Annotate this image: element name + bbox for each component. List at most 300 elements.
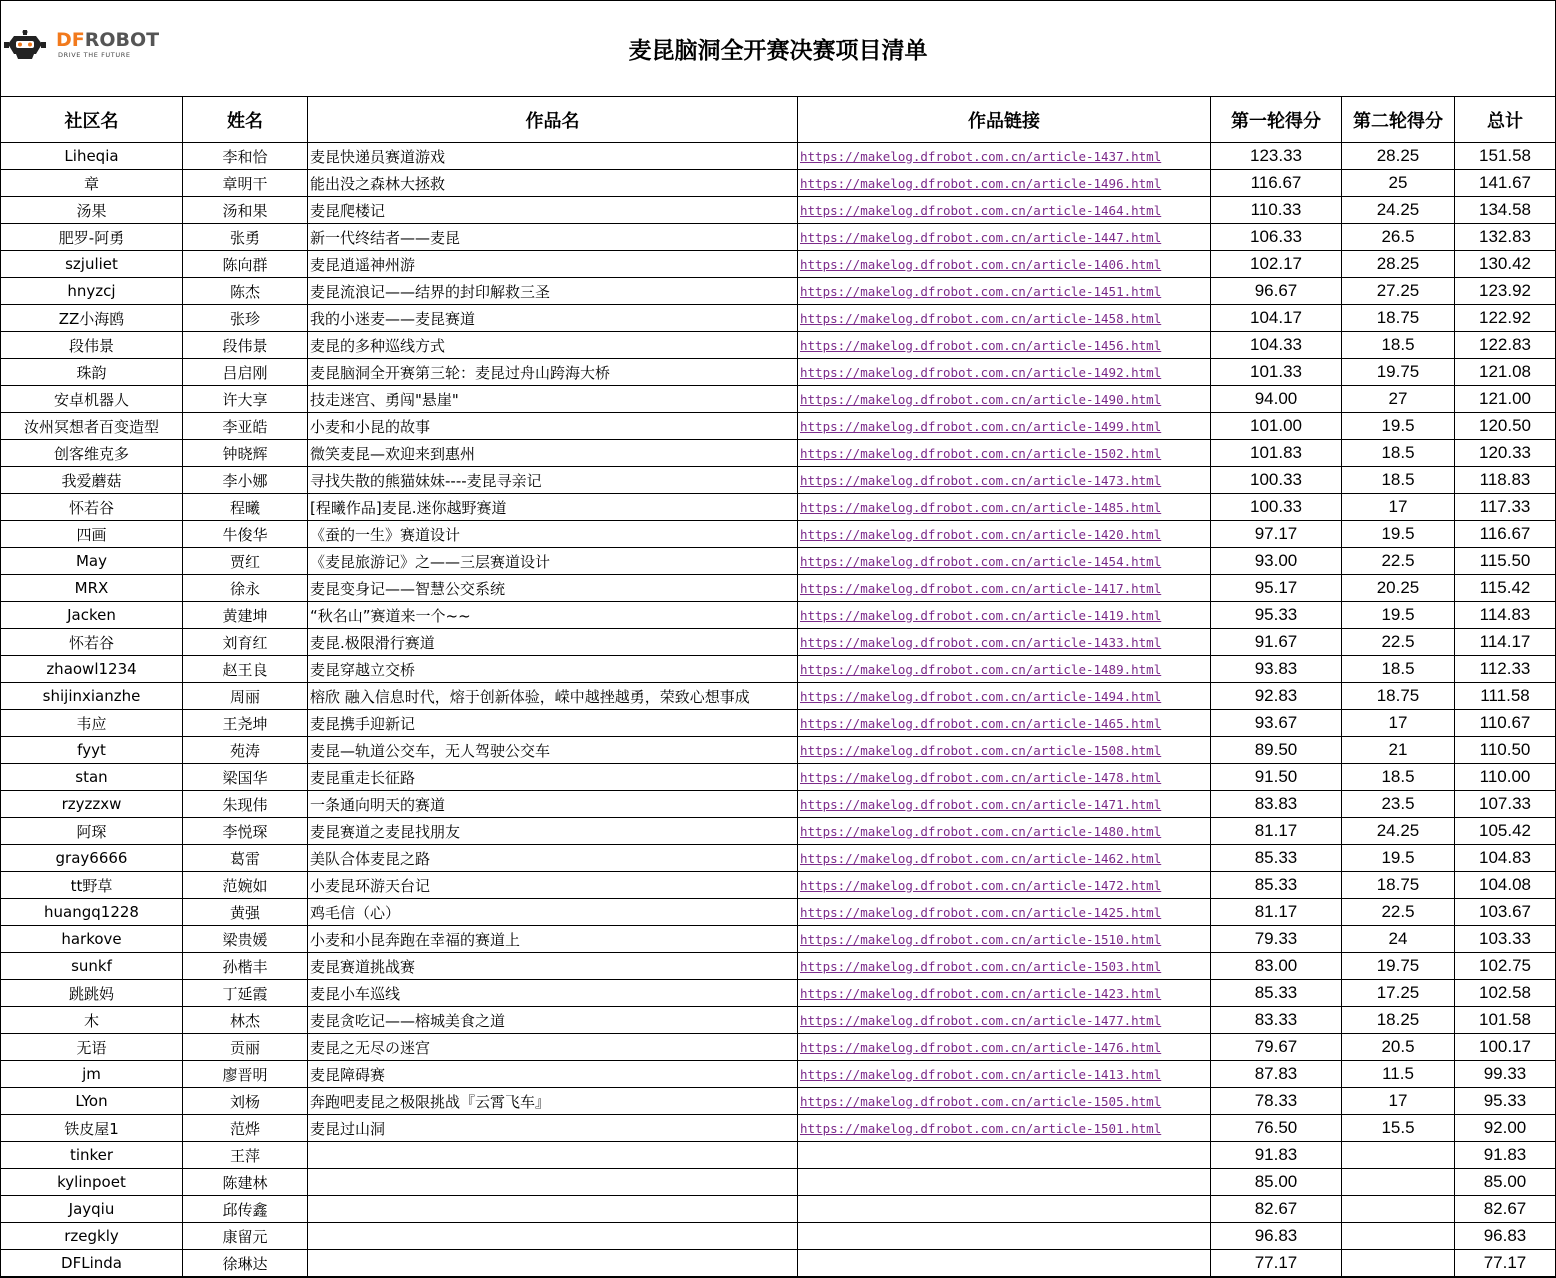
name-cell: 李悦琛 xyxy=(183,818,308,845)
total-score-cell: 104.08 xyxy=(1455,872,1556,899)
work-link[interactable]: https://makelog.dfrobot.com.cn/article-1508.html xyxy=(800,742,1162,758)
work-link[interactable]: https://makelog.dfrobot.com.cn/article-1510.html xyxy=(800,931,1162,947)
round1-score-cell: 100.33 xyxy=(1211,494,1342,521)
community-cell: 汤果 xyxy=(1,197,183,224)
work-link[interactable]: https://makelog.dfrobot.com.cn/article-1464.html xyxy=(800,202,1162,218)
work-link[interactable]: https://makelog.dfrobot.com.cn/article-1503.html xyxy=(800,958,1162,974)
total-score-cell: 91.83 xyxy=(1455,1142,1556,1169)
work-title-cell: 新一代终结者——麦昆 xyxy=(308,224,798,251)
table-row xyxy=(1,251,1556,278)
work-link[interactable]: https://makelog.dfrobot.com.cn/article-1485.html xyxy=(800,499,1162,515)
work-link[interactable]: https://makelog.dfrobot.com.cn/article-1456.html xyxy=(800,337,1162,353)
work-title-cell: 麦昆穿越立交桥 xyxy=(308,656,798,683)
community-cell: tt野草 xyxy=(1,872,183,899)
round2-score-cell: 22.5 xyxy=(1342,548,1455,575)
table-row xyxy=(1,818,1556,845)
name-cell: 邱传鑫 xyxy=(183,1196,308,1223)
work-link[interactable]: https://makelog.dfrobot.com.cn/article-1419.html xyxy=(800,607,1162,623)
community-cell: jm xyxy=(1,1061,183,1088)
community-cell: 阿琛 xyxy=(1,818,183,845)
name-cell: 范烨 xyxy=(183,1115,308,1142)
community-cell: ZZ小海鸥 xyxy=(1,305,183,332)
work-title-cell: 麦昆快递员赛道游戏 xyxy=(308,143,798,170)
table-row xyxy=(1,845,1556,872)
name-cell: 徐永 xyxy=(183,575,308,602)
total-score-cell: 120.50 xyxy=(1455,413,1556,440)
round1-score-cell: 76.50 xyxy=(1211,1115,1342,1142)
total-score-cell: 132.83 xyxy=(1455,224,1556,251)
round1-score-cell: 102.17 xyxy=(1211,251,1342,278)
total-score-cell: 122.92 xyxy=(1455,305,1556,332)
work-title-cell xyxy=(308,1196,798,1223)
round1-score-cell: 78.33 xyxy=(1211,1088,1342,1115)
community-cell: harkove xyxy=(1,926,183,953)
work-title-cell: 麦昆贪吃记——榕城美食之道 xyxy=(308,1007,798,1034)
table-row xyxy=(1,521,1556,548)
work-link-cell xyxy=(798,845,1211,872)
work-link[interactable]: https://makelog.dfrobot.com.cn/article-1417.html xyxy=(800,580,1162,596)
total-score-cell: 110.50 xyxy=(1455,737,1556,764)
work-link[interactable]: https://makelog.dfrobot.com.cn/article-1501.html xyxy=(800,1120,1162,1136)
brand-robot: ROBOT xyxy=(84,29,160,51)
table-row xyxy=(1,386,1556,413)
work-link[interactable]: https://makelog.dfrobot.com.cn/article-1433.html xyxy=(800,634,1162,650)
work-link[interactable]: https://makelog.dfrobot.com.cn/article-1462.html xyxy=(800,850,1162,866)
work-link[interactable]: https://makelog.dfrobot.com.cn/article-1406.html xyxy=(800,256,1162,272)
results-table xyxy=(0,96,1556,1277)
community-cell: zhaowl1234 xyxy=(1,656,183,683)
community-cell: 段伟景 xyxy=(1,332,183,359)
name-cell: 林杰 xyxy=(183,1007,308,1034)
name-cell: 梁贵媛 xyxy=(183,926,308,953)
work-title-cell xyxy=(308,1169,798,1196)
name-cell: 康留元 xyxy=(183,1223,308,1250)
round2-score-cell: 19.5 xyxy=(1342,521,1455,548)
table-row xyxy=(1,872,1556,899)
work-link[interactable]: https://makelog.dfrobot.com.cn/article-1502.html xyxy=(800,445,1162,461)
work-link-cell xyxy=(798,413,1211,440)
table-row xyxy=(1,170,1556,197)
table-row xyxy=(1,899,1556,926)
name-cell: 陈杰 xyxy=(183,278,308,305)
total-score-cell: 122.83 xyxy=(1455,332,1556,359)
work-link[interactable]: https://makelog.dfrobot.com.cn/article-1454.html xyxy=(800,553,1162,569)
work-link-cell xyxy=(798,575,1211,602)
work-title-cell: 我的小迷麦——麦昆赛道 xyxy=(308,305,798,332)
work-link[interactable]: https://makelog.dfrobot.com.cn/article-1437.html xyxy=(800,148,1162,164)
round1-score-cell: 116.67 xyxy=(1211,170,1342,197)
total-score-cell: 115.50 xyxy=(1455,548,1556,575)
work-link-cell xyxy=(798,386,1211,413)
community-cell: rzyzzxw xyxy=(1,791,183,818)
round2-score-cell: 19.75 xyxy=(1342,953,1455,980)
work-link-cell xyxy=(798,764,1211,791)
round2-score-cell: 27.25 xyxy=(1342,278,1455,305)
work-link[interactable]: https://makelog.dfrobot.com.cn/article-1447.html xyxy=(800,229,1162,245)
table-row xyxy=(1,1007,1556,1034)
total-score-cell: 95.33 xyxy=(1455,1088,1556,1115)
round1-score-cell: 91.50 xyxy=(1211,764,1342,791)
community-cell: shijinxianzhe xyxy=(1,683,183,710)
round2-score-cell: 27 xyxy=(1342,386,1455,413)
table-row xyxy=(1,1250,1556,1277)
total-score-cell: 107.33 xyxy=(1455,791,1556,818)
work-link-cell xyxy=(798,1223,1211,1250)
work-title-cell: 《蚕的一生》赛道设计 xyxy=(308,521,798,548)
work-link[interactable]: https://makelog.dfrobot.com.cn/article-1489.html xyxy=(800,661,1162,677)
round2-score-cell: 17 xyxy=(1342,710,1455,737)
work-title-cell: 榕欣 融入信息时代，熔于创新体验，嵘中越挫越勇，荣致心想事成 xyxy=(308,683,798,710)
table-row xyxy=(1,1115,1556,1142)
round2-score-cell: 23.5 xyxy=(1342,791,1455,818)
name-cell: 程曦 xyxy=(183,494,308,521)
work-title-cell xyxy=(308,1142,798,1169)
round1-score-cell: 87.83 xyxy=(1211,1061,1342,1088)
col-header-round2: 第二轮得分 xyxy=(1342,97,1455,143)
work-link-cell xyxy=(798,737,1211,764)
name-cell: 丁延霞 xyxy=(183,980,308,1007)
round2-score-cell: 17 xyxy=(1342,1088,1455,1115)
work-link-cell xyxy=(798,872,1211,899)
work-title-cell: 美队合体麦昆之路 xyxy=(308,845,798,872)
community-cell: 创客维克多 xyxy=(1,440,183,467)
col-header-total: 总计 xyxy=(1455,97,1556,143)
work-title-cell: 麦昆逍遥神州游 xyxy=(308,251,798,278)
total-score-cell: 96.83 xyxy=(1455,1223,1556,1250)
work-link[interactable]: https://makelog.dfrobot.com.cn/article-1423.html xyxy=(800,985,1162,1001)
round1-score-cell: 93.00 xyxy=(1211,548,1342,575)
round2-score-cell: 24 xyxy=(1342,926,1455,953)
work-title-cell: 小麦昆环游天台记 xyxy=(308,872,798,899)
work-title-cell: 鸡毛信（心） xyxy=(308,899,798,926)
work-title-cell: “秋名山”赛道来一个~~ xyxy=(308,602,798,629)
work-link-cell xyxy=(798,1196,1211,1223)
community-cell: May xyxy=(1,548,183,575)
name-cell: 徐琳达 xyxy=(183,1250,308,1277)
brand-tagline: DRIVE THE FUTURE xyxy=(58,51,131,59)
round1-score-cell: 92.83 xyxy=(1211,683,1342,710)
round2-score-cell: 28.25 xyxy=(1342,143,1455,170)
work-link-cell xyxy=(798,710,1211,737)
round1-score-cell: 96.83 xyxy=(1211,1223,1342,1250)
work-link[interactable]: https://makelog.dfrobot.com.cn/article-1451.html xyxy=(800,283,1162,299)
work-link[interactable]: https://makelog.dfrobot.com.cn/article-1496.html xyxy=(800,175,1162,191)
work-link[interactable]: https://makelog.dfrobot.com.cn/article-1477.html xyxy=(800,1012,1162,1028)
round2-score-cell xyxy=(1342,1142,1455,1169)
work-link[interactable]: https://makelog.dfrobot.com.cn/article-1492.html xyxy=(800,364,1162,380)
table-row xyxy=(1,494,1556,521)
round2-score-cell: 24.25 xyxy=(1342,818,1455,845)
total-score-cell: 121.00 xyxy=(1455,386,1556,413)
total-score-cell: 116.67 xyxy=(1455,521,1556,548)
work-link[interactable]: https://makelog.dfrobot.com.cn/article-1480.html xyxy=(800,823,1162,839)
round1-score-cell: 123.33 xyxy=(1211,143,1342,170)
work-link-cell xyxy=(798,1007,1211,1034)
table-row xyxy=(1,224,1556,251)
total-score-cell: 141.67 xyxy=(1455,170,1556,197)
total-score-cell: 105.42 xyxy=(1455,818,1556,845)
table-row xyxy=(1,548,1556,575)
community-cell: 铁皮屋1 xyxy=(1,1115,183,1142)
work-link[interactable]: https://makelog.dfrobot.com.cn/article-1494.html xyxy=(800,688,1162,704)
total-score-cell: 77.17 xyxy=(1455,1250,1556,1277)
table-row xyxy=(1,305,1556,332)
work-link[interactable]: https://makelog.dfrobot.com.cn/article-1472.html xyxy=(800,877,1162,893)
work-title-cell: 寻找失散的熊猫妹妹----麦昆寻亲记 xyxy=(308,467,798,494)
work-link[interactable]: https://makelog.dfrobot.com.cn/article-1473.html xyxy=(800,472,1162,488)
work-link[interactable]: https://makelog.dfrobot.com.cn/article-1490.html xyxy=(800,391,1162,407)
col-header-name: 姓名 xyxy=(183,97,308,143)
round2-score-cell xyxy=(1342,1169,1455,1196)
round1-score-cell: 93.67 xyxy=(1211,710,1342,737)
work-link-cell xyxy=(798,494,1211,521)
work-title-cell: [程曦作品]麦昆.迷你越野赛道 xyxy=(308,494,798,521)
work-link-cell xyxy=(798,548,1211,575)
community-cell: gray6666 xyxy=(1,845,183,872)
total-score-cell: 102.75 xyxy=(1455,953,1556,980)
work-link[interactable]: https://makelog.dfrobot.com.cn/article-1420.html xyxy=(800,526,1162,542)
work-link[interactable]: https://makelog.dfrobot.com.cn/article-1476.html xyxy=(800,1039,1162,1055)
community-cell: rzegkly xyxy=(1,1223,183,1250)
work-title-cell: 麦昆—轨道公交车，无人驾驶公交车 xyxy=(308,737,798,764)
round2-score-cell: 18.75 xyxy=(1342,683,1455,710)
table-row xyxy=(1,656,1556,683)
community-cell: 四画 xyxy=(1,521,183,548)
work-link-cell xyxy=(798,980,1211,1007)
round2-score-cell: 18.75 xyxy=(1342,305,1455,332)
work-link[interactable]: https://makelog.dfrobot.com.cn/article-1465.html xyxy=(800,715,1162,731)
work-link[interactable]: https://makelog.dfrobot.com.cn/article-1413.html xyxy=(800,1066,1162,1082)
work-link-cell xyxy=(798,521,1211,548)
work-link-cell xyxy=(798,278,1211,305)
total-score-cell: 104.83 xyxy=(1455,845,1556,872)
total-score-cell: 134.58 xyxy=(1455,197,1556,224)
work-link-cell xyxy=(798,818,1211,845)
work-link[interactable]: https://makelog.dfrobot.com.cn/article-1425.html xyxy=(800,904,1162,920)
total-score-cell: 130.42 xyxy=(1455,251,1556,278)
work-link-cell xyxy=(798,683,1211,710)
col-header-work-title: 作品名 xyxy=(308,97,798,143)
col-header-community: 社区名 xyxy=(1,97,183,143)
work-link[interactable]: https://makelog.dfrobot.com.cn/article-1471.html xyxy=(800,796,1162,812)
work-link-cell xyxy=(798,1061,1211,1088)
work-title-cell: 麦昆小车巡线 xyxy=(308,980,798,1007)
total-score-cell: 110.00 xyxy=(1455,764,1556,791)
work-title-cell: 麦昆过山洞 xyxy=(308,1115,798,1142)
sheet-title: 麦昆脑洞全开赛决赛项目清单 xyxy=(628,38,928,64)
table-row xyxy=(1,1223,1556,1250)
work-link-cell xyxy=(798,224,1211,251)
work-link-cell xyxy=(798,791,1211,818)
col-header-round1: 第一轮得分 xyxy=(1211,97,1342,143)
work-link-cell xyxy=(798,143,1211,170)
name-cell: 李亚皓 xyxy=(183,413,308,440)
round2-score-cell: 22.5 xyxy=(1342,899,1455,926)
total-score-cell: 151.58 xyxy=(1455,143,1556,170)
table-row xyxy=(1,440,1556,467)
name-cell: 李小娜 xyxy=(183,467,308,494)
total-score-cell: 110.67 xyxy=(1455,710,1556,737)
table-row xyxy=(1,1169,1556,1196)
community-cell: kylinpoet xyxy=(1,1169,183,1196)
total-score-cell: 123.92 xyxy=(1455,278,1556,305)
community-cell: DFLinda xyxy=(1,1250,183,1277)
round2-score-cell: 15.5 xyxy=(1342,1115,1455,1142)
table-row xyxy=(1,467,1556,494)
community-cell: 章 xyxy=(1,170,183,197)
round1-score-cell: 96.67 xyxy=(1211,278,1342,305)
round1-score-cell: 104.33 xyxy=(1211,332,1342,359)
community-cell: sunkf xyxy=(1,953,183,980)
table-row xyxy=(1,602,1556,629)
total-score-cell: 117.33 xyxy=(1455,494,1556,521)
table-row xyxy=(1,413,1556,440)
round1-score-cell: 83.33 xyxy=(1211,1007,1342,1034)
community-cell: 无语 xyxy=(1,1034,183,1061)
col-header-work-link: 作品链接 xyxy=(798,97,1211,143)
work-link-cell xyxy=(798,197,1211,224)
work-title-cell: 小麦和小昆的故事 xyxy=(308,413,798,440)
work-title-cell: 麦昆之无尽の迷宫 xyxy=(308,1034,798,1061)
name-cell: 范婉如 xyxy=(183,872,308,899)
community-cell: szjuliet xyxy=(1,251,183,278)
name-cell: 赵王良 xyxy=(183,656,308,683)
name-cell: 牛俊华 xyxy=(183,521,308,548)
total-score-cell: 114.83 xyxy=(1455,602,1556,629)
total-score-cell: 120.33 xyxy=(1455,440,1556,467)
round1-score-cell: 85.00 xyxy=(1211,1169,1342,1196)
name-cell: 章明干 xyxy=(183,170,308,197)
round1-score-cell: 89.50 xyxy=(1211,737,1342,764)
brand-df: DF xyxy=(56,29,85,51)
name-cell: 段伟景 xyxy=(183,332,308,359)
work-link[interactable]: https://makelog.dfrobot.com.cn/article-1499.html xyxy=(800,418,1162,434)
name-cell: 朱现伟 xyxy=(183,791,308,818)
work-link-cell xyxy=(798,1169,1211,1196)
round2-score-cell: 19.5 xyxy=(1342,413,1455,440)
round2-score-cell: 19.5 xyxy=(1342,845,1455,872)
community-cell: 我爱蘑菇 xyxy=(1,467,183,494)
round1-score-cell: 95.17 xyxy=(1211,575,1342,602)
work-link-cell xyxy=(798,332,1211,359)
name-cell: 刘杨 xyxy=(183,1088,308,1115)
round2-score-cell: 17.25 xyxy=(1342,980,1455,1007)
name-cell: 廖晋明 xyxy=(183,1061,308,1088)
round1-score-cell: 110.33 xyxy=(1211,197,1342,224)
work-link-cell xyxy=(798,926,1211,953)
total-score-cell: 114.17 xyxy=(1455,629,1556,656)
round1-score-cell: 106.33 xyxy=(1211,224,1342,251)
work-link-cell xyxy=(798,440,1211,467)
table-row xyxy=(1,980,1556,1007)
work-title-cell: 麦昆重走长征路 xyxy=(308,764,798,791)
round2-score-cell: 18.5 xyxy=(1342,440,1455,467)
work-title-cell: 麦昆脑洞全开赛第三轮：麦昆过舟山跨海大桥 xyxy=(308,359,798,386)
community-cell: LYon xyxy=(1,1088,183,1115)
work-title-cell: 技走迷宫、勇闯"悬崖" xyxy=(308,386,798,413)
table-row xyxy=(1,791,1556,818)
name-cell: 梁国华 xyxy=(183,764,308,791)
work-title-cell: 微笑麦昆—欢迎来到惠州 xyxy=(308,440,798,467)
work-title-cell: 奔跑吧麦昆之极限挑战『云霄飞车』 xyxy=(308,1088,798,1115)
work-link-cell xyxy=(798,656,1211,683)
round1-score-cell: 91.67 xyxy=(1211,629,1342,656)
work-link-cell xyxy=(798,629,1211,656)
name-cell: 孙楷丰 xyxy=(183,953,308,980)
work-link-cell xyxy=(798,1088,1211,1115)
round1-score-cell: 83.00 xyxy=(1211,953,1342,980)
work-link[interactable]: https://makelog.dfrobot.com.cn/article-1505.html xyxy=(800,1093,1162,1109)
name-cell: 王萍 xyxy=(183,1142,308,1169)
table-row xyxy=(1,737,1556,764)
table-row xyxy=(1,953,1556,980)
work-link-cell xyxy=(798,899,1211,926)
round1-score-cell: 93.83 xyxy=(1211,656,1342,683)
round2-score-cell: 19.75 xyxy=(1342,359,1455,386)
table-row xyxy=(1,926,1556,953)
community-cell: 汝州冥想者百变造型 xyxy=(1,413,183,440)
round1-score-cell: 104.17 xyxy=(1211,305,1342,332)
round2-score-cell: 18.25 xyxy=(1342,1007,1455,1034)
total-score-cell: 85.00 xyxy=(1455,1169,1556,1196)
work-title-cell xyxy=(308,1250,798,1277)
community-cell: huangq1228 xyxy=(1,899,183,926)
table-row xyxy=(1,575,1556,602)
work-link[interactable]: https://makelog.dfrobot.com.cn/article-1458.html xyxy=(800,310,1162,326)
name-cell: 黄建坤 xyxy=(183,602,308,629)
name-cell: 周丽 xyxy=(183,683,308,710)
table-row xyxy=(1,710,1556,737)
work-link-cell xyxy=(798,953,1211,980)
name-cell: 吕启刚 xyxy=(183,359,308,386)
work-link-cell xyxy=(798,1034,1211,1061)
work-link[interactable]: https://makelog.dfrobot.com.cn/article-1478.html xyxy=(800,769,1162,785)
table-row xyxy=(1,197,1556,224)
work-title-cell: 麦昆爬楼记 xyxy=(308,197,798,224)
work-title-cell: 麦昆赛道挑战赛 xyxy=(308,953,798,980)
table-row xyxy=(1,629,1556,656)
name-cell: 王尧坤 xyxy=(183,710,308,737)
sheet-header xyxy=(0,0,1554,97)
round2-score-cell xyxy=(1342,1250,1455,1277)
total-score-cell: 102.58 xyxy=(1455,980,1556,1007)
community-cell: Jayqiu xyxy=(1,1196,183,1223)
total-score-cell: 103.33 xyxy=(1455,926,1556,953)
round2-score-cell: 20.5 xyxy=(1342,1034,1455,1061)
community-cell: 肥罗-阿勇 xyxy=(1,224,183,251)
name-cell: 葛雷 xyxy=(183,845,308,872)
community-cell: 安卓机器人 xyxy=(1,386,183,413)
work-title-cell: 小麦和小昆奔跑在幸福的赛道上 xyxy=(308,926,798,953)
work-title-cell: 一条通向明天的赛道 xyxy=(308,791,798,818)
round2-score-cell: 25 xyxy=(1342,170,1455,197)
round1-score-cell: 101.83 xyxy=(1211,440,1342,467)
table-row xyxy=(1,1196,1556,1223)
work-link-cell xyxy=(798,1115,1211,1142)
round1-score-cell: 79.33 xyxy=(1211,926,1342,953)
work-title-cell: 麦昆赛道之麦昆找朋友 xyxy=(308,818,798,845)
name-cell: 张珍 xyxy=(183,305,308,332)
community-cell: 跳跳妈 xyxy=(1,980,183,1007)
round2-score-cell: 17 xyxy=(1342,494,1455,521)
round1-score-cell: 83.83 xyxy=(1211,791,1342,818)
work-title-cell: 麦昆的多种巡线方式 xyxy=(308,332,798,359)
community-cell: 怀若谷 xyxy=(1,494,183,521)
work-link-cell xyxy=(798,1250,1211,1277)
round2-score-cell: 28.25 xyxy=(1342,251,1455,278)
table-row xyxy=(1,764,1556,791)
name-cell: 陈向群 xyxy=(183,251,308,278)
